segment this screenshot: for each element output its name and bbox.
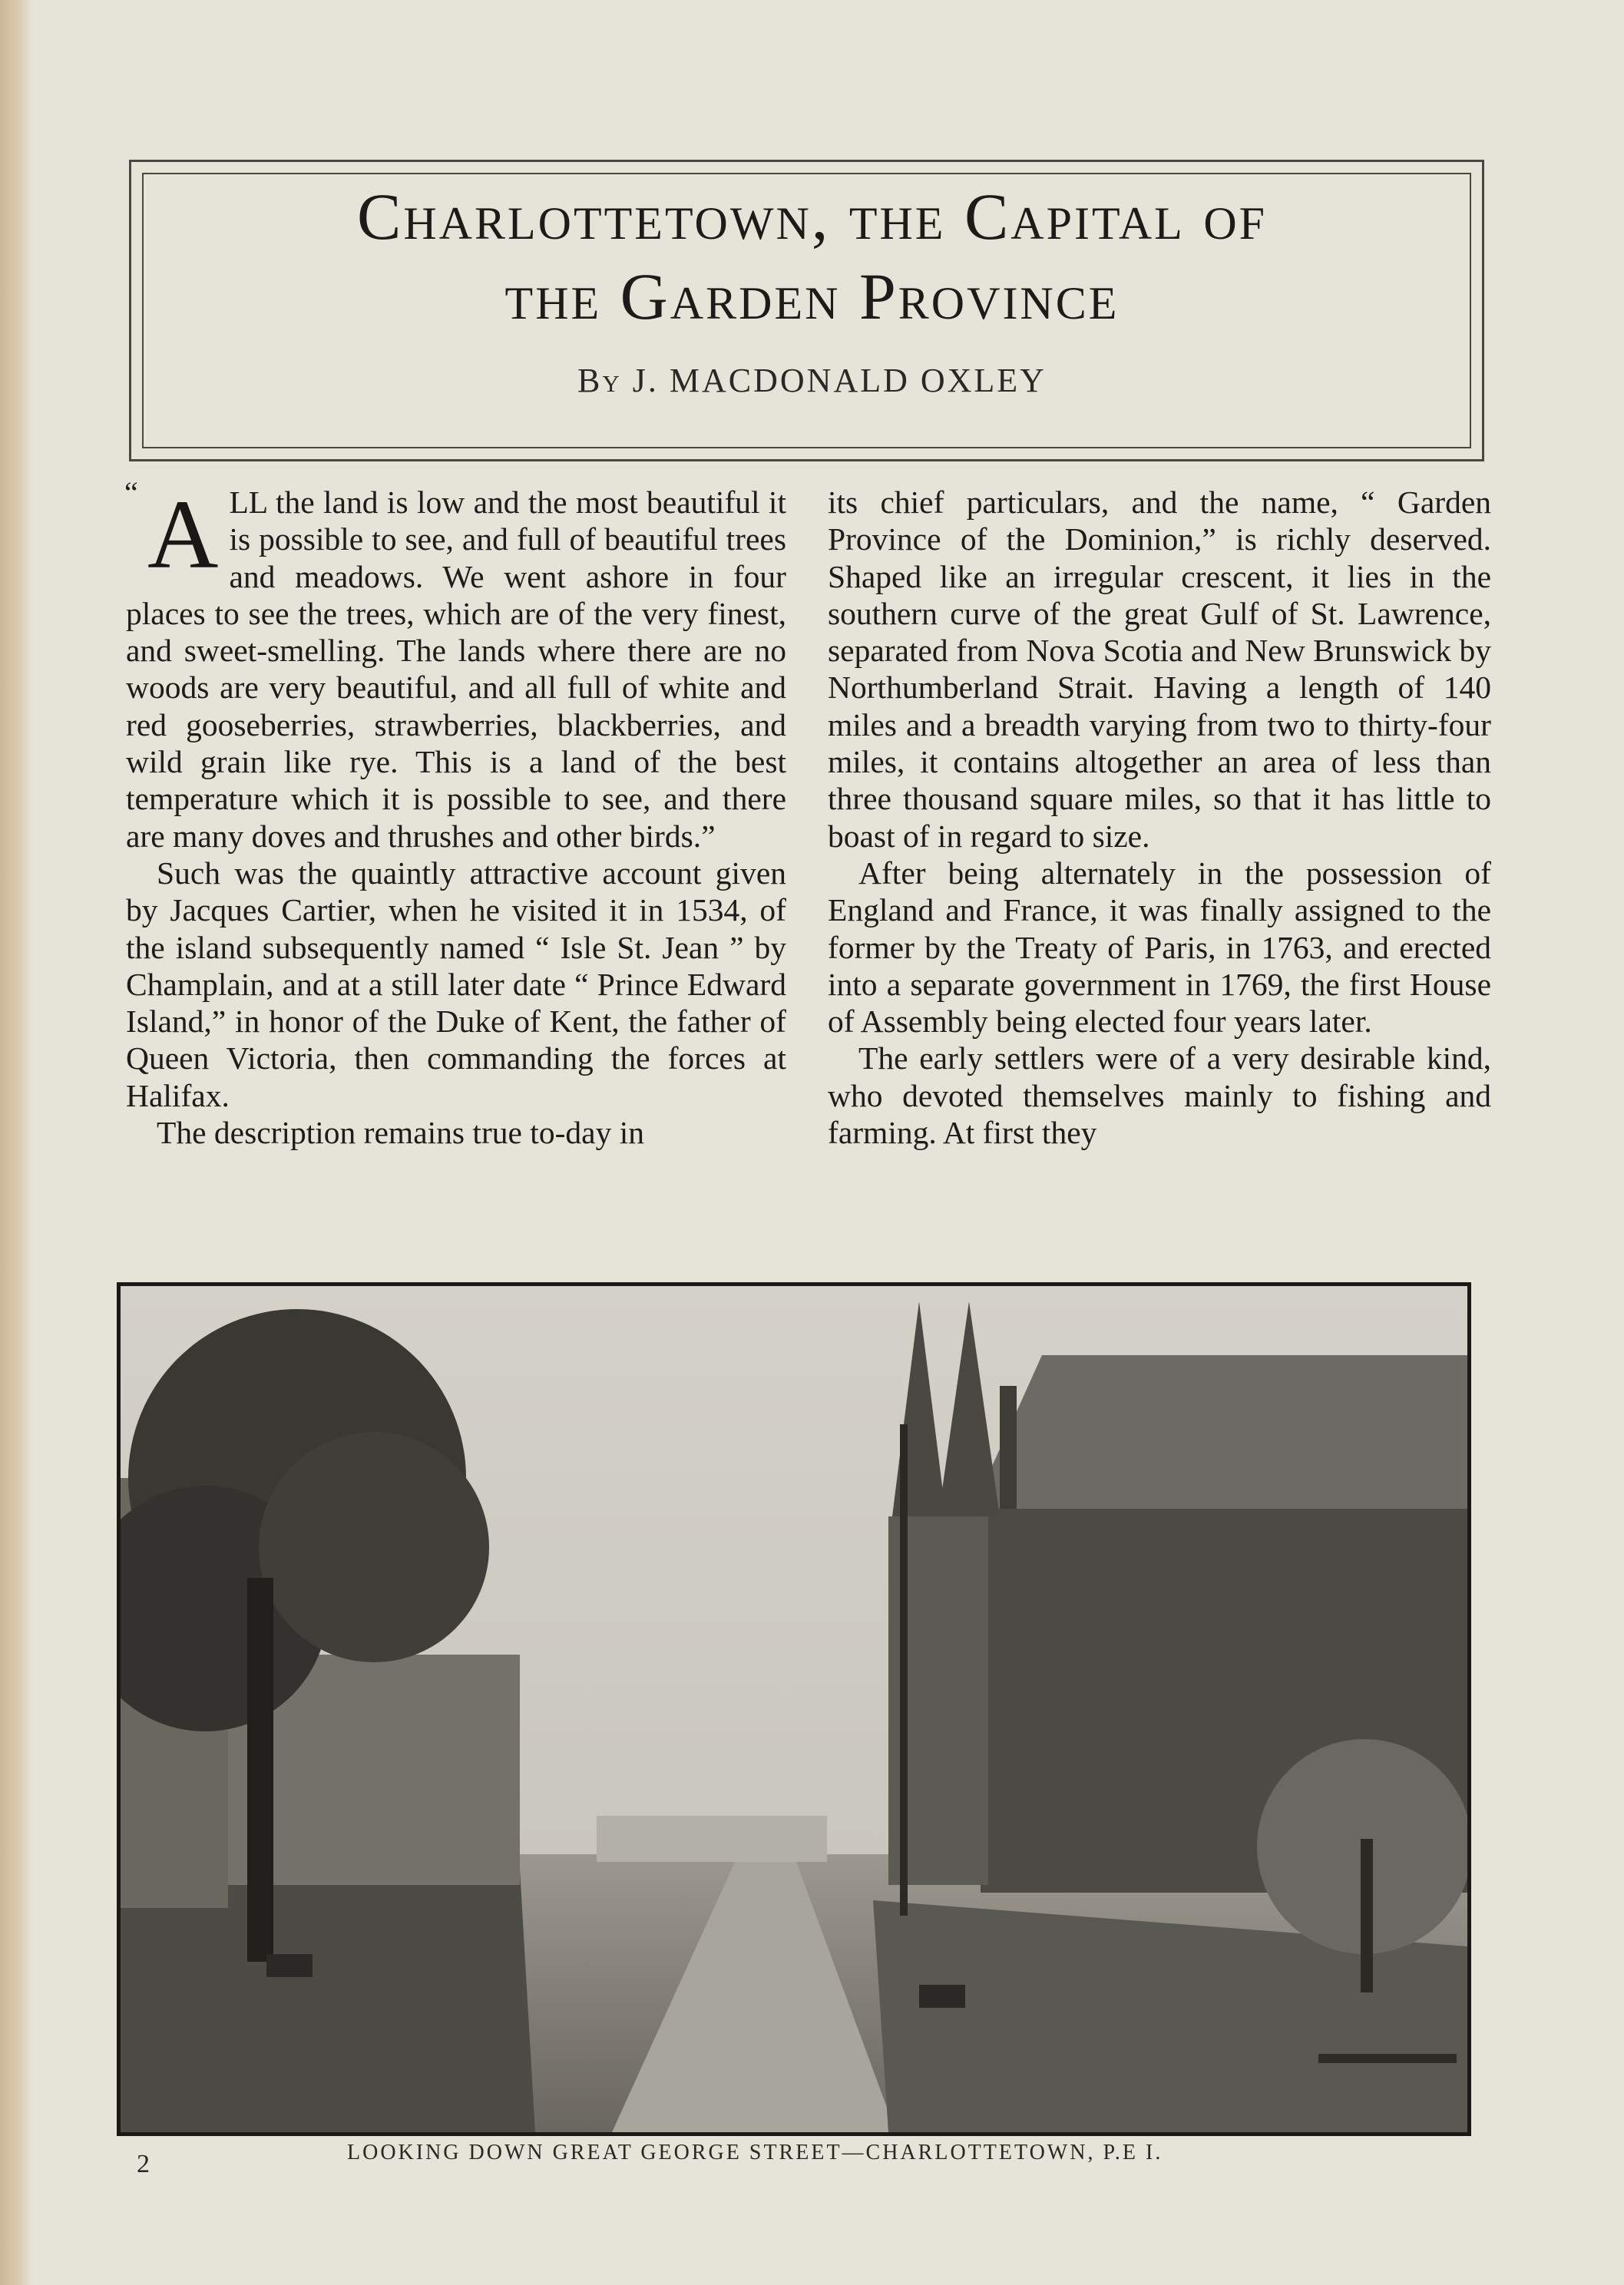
telegraph-pole [900,1424,908,1916]
paragraph-6: The early settlers were of a very desirable kind, who devoted themselves mainly to fishing and farming. At first they [828,1040,1491,1151]
article-byline: By J. MACDONALD OXLEY [577,362,1047,399]
article-title [0,177,1624,336]
right-column [828,484,1491,1151]
bench [1318,2054,1457,2063]
tree-canopy-right [259,1432,489,1662]
paragraph-4: its chief particulars, and the name, “ Garden Province of the Dominion,” is richly deserved. Shaped like an irregular crescent, it lies in the southern curve of the great Gulf of St. Lawrence, separated from Nova Scotia and New Brunswick by Northumberland Strait. Having a length of 140 miles and a breadth varying from two to thirty-four miles, it contains altogether an area of less than three thousand square miles, so that it has little to boast of in regard to size. [828,484,1491,854]
building-roof [973,1355,1467,1509]
distant-water [597,1816,827,1862]
photo-caption: LOOKING DOWN GREAT GEORGE STREET—CHARLOTTETOWN, P.E I. [347,2141,1163,2164]
left-cannon [266,1954,313,1977]
paragraph-3: The description remains true to-day in [157,1115,644,1151]
left-grass [121,1870,535,2132]
right-cannon [919,1985,965,2008]
title-line-2: the Garden Province [504,260,1120,333]
paragraph-1 [126,480,786,855]
title-line-1: Charlottetown, the Capital of [356,180,1268,253]
paragraph-1-text: LL the land is low and the most beautiful it is possible to see, and full of beautiful trees and meadows. We went ashore in four places to see the trees, which are of the very finest, and sweet-smelling. The lands where there are no woods are very beautiful, and all full of white and red gooseberries, strawberries, blackberries, and wild grain like rye. This is a land of the best temperature which it is possible to see, and there are many doves and thrushes and other birds.” [126,484,786,854]
paragraph-2: Such was the quaintly attractive account given by Jacques Cartier, when he visited it in 1534, of the island subsequently named “ Isle St. Jean ” by Champlain, and at a still later date “ Prince Edward Island,” in honor of the Duke of Kent, the father of Queen Victoria, then commanding the forces at Halifax. [126,855,786,1113]
street-photograph [117,1282,1471,2136]
right-tree-trunk [1361,1839,1373,1992]
chimney [1000,1386,1017,1509]
tree-trunk [247,1578,273,1962]
photo-illustration [121,1286,1467,2132]
drop-cap: A [147,480,219,589]
page-number: 2 [137,2150,150,2178]
opening-quote: “ [124,475,138,510]
page-edge [0,0,32,2285]
left-column [124,475,786,1151]
paragraph-5: After being alternately in the possession of England and France, it was finally assigned to the former by the Treaty of Paris, in 1763, and erected into a separate government in 1769, the first House of Assembly being elected four years later. [828,855,1491,1040]
